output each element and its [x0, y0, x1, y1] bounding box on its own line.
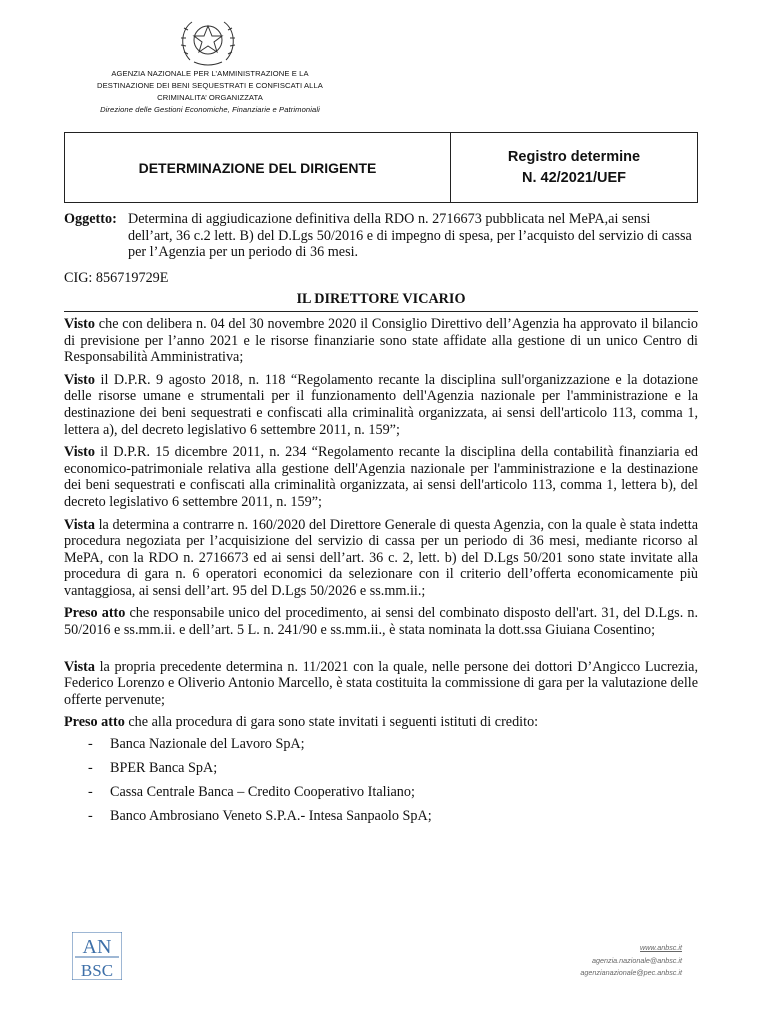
logo-text-bottom: BSC — [80, 961, 114, 980]
email-address[interactable]: agenzia.nazionale@anbsc.it — [591, 955, 682, 965]
paragraph-text: che con delibera n. 04 del 30 novembre 2020 il Consiglio Direttivo dell’Agenzia ha approvato il bilancio di previsione per l’anno 2021 e le risorse finanziarie sono state affidate alla gestione di un unico Centro di Responsabilità Amministrativa; — [64, 315, 698, 366]
paragraph-lead: Preso atto — [64, 714, 125, 731]
section-title: IL DIRETTORE VICARIO — [296, 291, 466, 308]
paragraph — [64, 714, 698, 731]
paragraph — [64, 444, 698, 510]
paragraph-text: la propria precedente determina n. 11/2021 con la quale, nelle persone dei dottori D’Angicco Lucrezia, Federico Lorenzo e Oliverio Antonio Marcello, è stata costituita la commissione di gara per la valutazione delle offerte pervenute; — [64, 658, 698, 708]
agency-name-line: AGENZIA NAZIONALE PER L’AMMINISTRAZIONE E LA — [111, 69, 309, 78]
pec-address[interactable]: agenzianazionale@pec.anbsc.it — [580, 968, 682, 977]
list-bullet: - — [88, 760, 93, 777]
bank-name: Banco Ambrosiano Veneto S.P.A.- Intesa Sanpaolo SpA; — [110, 808, 432, 825]
bank-name: Cassa Centrale Banca – Credito Cooperativo Italiano; — [110, 784, 415, 801]
agency-name-line: DESTINAZIONE DEI BENI SEQUESTRATI E CONFISCATI ALLA — [97, 81, 323, 90]
logo-text-top: AN — [82, 936, 112, 958]
bank-name: Banca Nazionale del Lavoro SpA; — [110, 736, 305, 753]
paragraph-text: il D.P.R. 15 dicembre 2011, n. 234 “Regolamento recante la disciplina della contabilità finanziaria ed economico-patrimoniale relativa alla gestione dell'Agenzia nazionale per l'amministrazione e la destinazione dei beni sequestrati e confiscati alla criminalità organizzata, ai sensi dell'articolo 113, comma 1, lettera b), del decreto legislativo 6 settembre 2011, n. 159”; — [64, 444, 698, 510]
registry-number — [451, 133, 697, 202]
footer-contacts — [580, 942, 682, 980]
list-item — [64, 784, 698, 808]
list-item — [64, 760, 698, 784]
agency-name-line: CRIMINALITA’ ORGANIZZATA — [157, 93, 263, 102]
list-bullet: - — [88, 736, 93, 753]
paragraph-lead: Visto — [64, 444, 96, 461]
website-link[interactable]: www.anbsc.it — [640, 943, 682, 952]
agency-header — [60, 68, 360, 116]
paragraph-text: che alla procedura di gara sono state invitati i seguenti istituti di credito: — [124, 714, 539, 731]
paragraph — [64, 659, 698, 709]
subject — [64, 211, 698, 261]
paragraph — [64, 517, 698, 600]
paragraph — [64, 605, 698, 638]
list-bullet: - — [88, 784, 93, 801]
paragraph — [64, 316, 698, 366]
paragraph-lead: Visto — [64, 371, 96, 388]
department-name: Direzione delle Gestioni Economiche, Finanziarie e Patrimoniali — [100, 105, 320, 114]
italian-republic-emblem-icon — [178, 14, 238, 68]
subject-text: Determina di aggiudicazione definitiva della RDO n. 2716673 pubblicata nel MePA,ai sensi dell’art, 36 c.2 lett. B) del D.Lgs 50/2016 e di impegno di spesa, per l’acquisto del servizio di cassa per l’Agenzia per un periodo di 36 mesi. — [128, 211, 692, 261]
subject-label: Oggetto: — [64, 211, 117, 227]
paragraph — [64, 372, 698, 438]
document-header-box — [64, 132, 698, 203]
document-body — [64, 211, 698, 832]
cig-code: CIG: 856719729E — [64, 269, 169, 286]
paragraph-text: la determina a contrarre n. 160/2020 del Direttore Generale di questa Agenzia, con la quale è stata indetta procedura negoziata per l’acquisizione del servizio di cassa per un periodo di 36 mesi, mediante ricorso al MePA, con la RDO n. 2716673 ed ai sensi dell’art. 36 c. 2, lett. b) del D.Lgs 50/201 sono state invitate alla procedura di gara n. 6 operatori economici da selezionare con il criterio dell’offerta economicamente più vantaggiosa, ai sensi dell’art. 95 del D.Lgs 50/2026 e ss.mm.ii.; — [64, 516, 698, 599]
paragraph-lead: Preso atto — [64, 605, 126, 622]
paragraph-text: il D.P.R. 9 agosto 2018, n. 118 “Regolamento recante la disciplina sull'organizzazione e la dotazione delle risorse umane e strumentali per il funzionamento dell'Agenzia nazionale per l'amministrazione e la destinazione dei beni sequestrati e confiscati alla criminalità organizzata, ai sensi dell'articolo 113, comma 1, lettera a), del decreto legislativo 6 settembre 2011, n. 159”; — [64, 371, 698, 438]
bank-name: BPER Banca SpA; — [110, 760, 218, 777]
list-item — [64, 808, 698, 832]
document-type: DETERMINAZIONE DEL DIRIGENTE — [65, 133, 451, 202]
list-bullet: - — [88, 808, 93, 825]
paragraph-lead: Visto — [64, 315, 96, 332]
anbsc-logo-icon — [72, 932, 122, 980]
paragraph-lead: Vista — [64, 516, 96, 533]
registry-label: Registro determine — [507, 148, 641, 165]
registry-value: N. 42/2021/UEF — [522, 169, 626, 186]
paragraph-text: che responsabile unico del procedimento, ai sensi del combinato disposto dell'art. 31, del D.Lgs. n. 50/2016 e ss.mm.ii. e dell’art. 5 L. n. 241/90 e ss.mm.ii., è stata nominata la dott.ssa Giuiana Cosentino; — [64, 605, 699, 639]
title-divider — [64, 311, 698, 312]
bank-list — [64, 736, 698, 832]
list-item — [64, 736, 698, 760]
paragraph-lead: Vista — [64, 658, 96, 675]
